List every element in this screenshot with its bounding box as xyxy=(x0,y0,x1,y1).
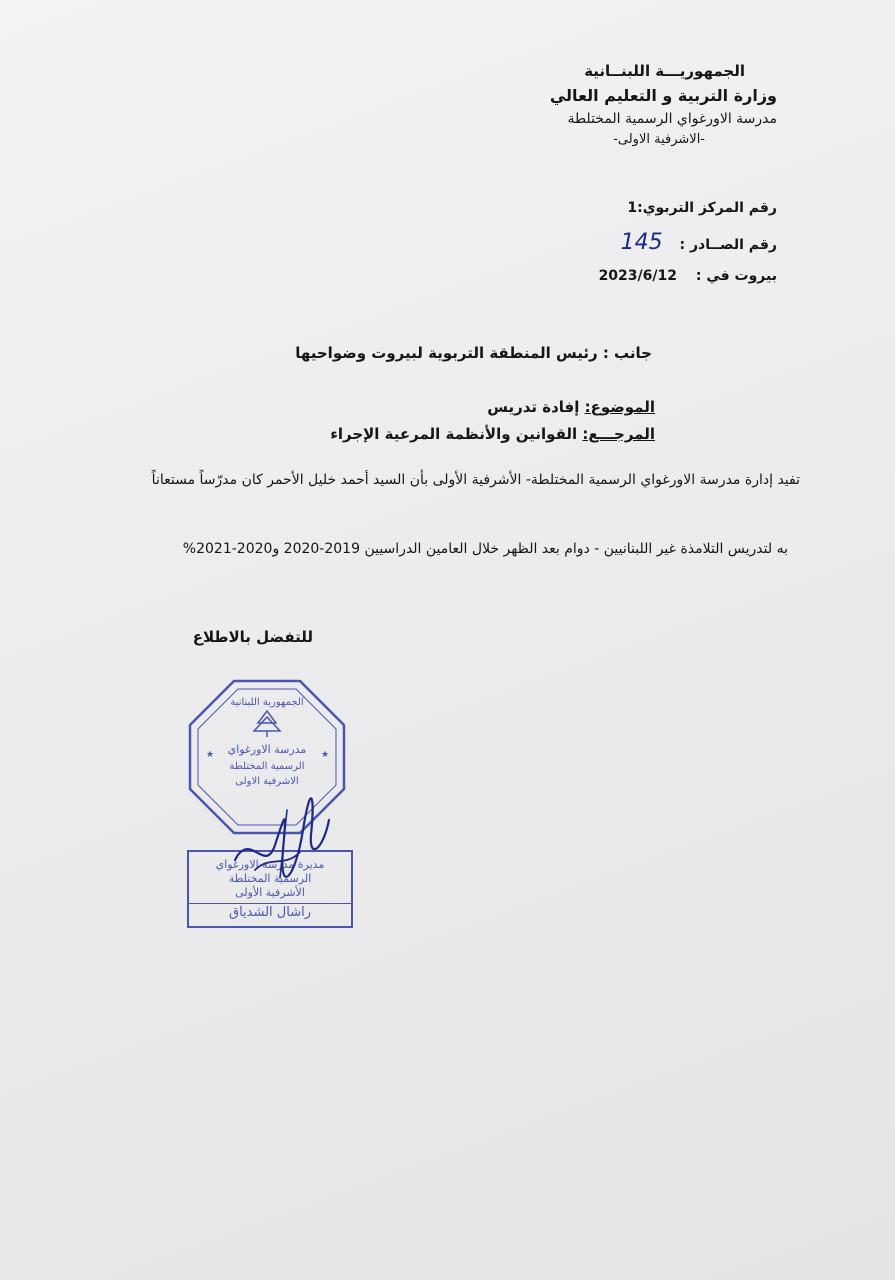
reference-value: القوانين والأنظمة المرعية الإجراء xyxy=(330,425,578,443)
reference-label: المرجـــع: xyxy=(582,425,655,443)
principal-stamp-line-3: الأشرفية الأولى xyxy=(235,886,305,899)
date-row xyxy=(599,268,777,284)
letterhead xyxy=(550,58,777,150)
signature xyxy=(225,790,335,885)
recipient-line: جانب : رئيس المنطقة التربوية لبيروت وضواحيها xyxy=(295,344,652,362)
principal-stamp-line-2: الرسمية المختلطة xyxy=(228,872,312,885)
school-name: مدرسة الاورغواي الرسمية المختلطة xyxy=(567,111,777,127)
center-number: رقم المركز التربوي:1 xyxy=(627,200,777,216)
date-value: 2023/6/12 xyxy=(598,268,677,284)
closing-phrase: للتفضل بالاطلاع xyxy=(192,628,313,646)
star-icon: ★ xyxy=(206,750,215,760)
date-label: بيروت في : xyxy=(695,268,777,284)
stamp-line-3: الاشرفية الاولى xyxy=(235,776,299,787)
issued-number-row xyxy=(621,230,777,255)
ministry-title: وزارة التربية و التعليم العالي xyxy=(549,86,777,105)
stamp-top-text: الجمهورية اللبنانية xyxy=(230,697,304,708)
stamp-line-2: الرسمية المختلطة xyxy=(229,761,305,772)
stamp-line-1: مدرسة الاورغواي xyxy=(227,743,307,756)
subject-value: إفادة تدريس xyxy=(487,398,580,416)
reference-line xyxy=(330,425,655,443)
subject-label: الموضوع: xyxy=(584,398,655,416)
subject-line xyxy=(487,398,655,416)
issued-number: 145 xyxy=(620,230,663,255)
principal-stamp-line-1: مديرة مدرسة الاورغواي xyxy=(215,858,325,871)
body-line-1: تفيد إدارة مدرسة الاورغواي الرسمية المختلطة- الأشرفية الأولى بأن السيد أحمد خليل الأحمر كان مدرّساً مستعاناً xyxy=(151,472,800,488)
cedar-icon xyxy=(254,711,280,737)
star-icon: ★ xyxy=(321,750,330,760)
school-branch: -الاشرفية الاولى- xyxy=(613,132,705,147)
issued-label: رقم الصــادر : xyxy=(679,237,777,253)
principal-name: راشال الشدياق xyxy=(189,903,351,920)
republic-title: الجمهوريـــة اللبنــانية xyxy=(584,62,745,80)
body-line-2: به لتدريس التلامذة غير اللبنانيين - دوام بعد الظهر خلال العامين الدراسيين 2019-2020 و2020-2021% xyxy=(182,541,788,557)
